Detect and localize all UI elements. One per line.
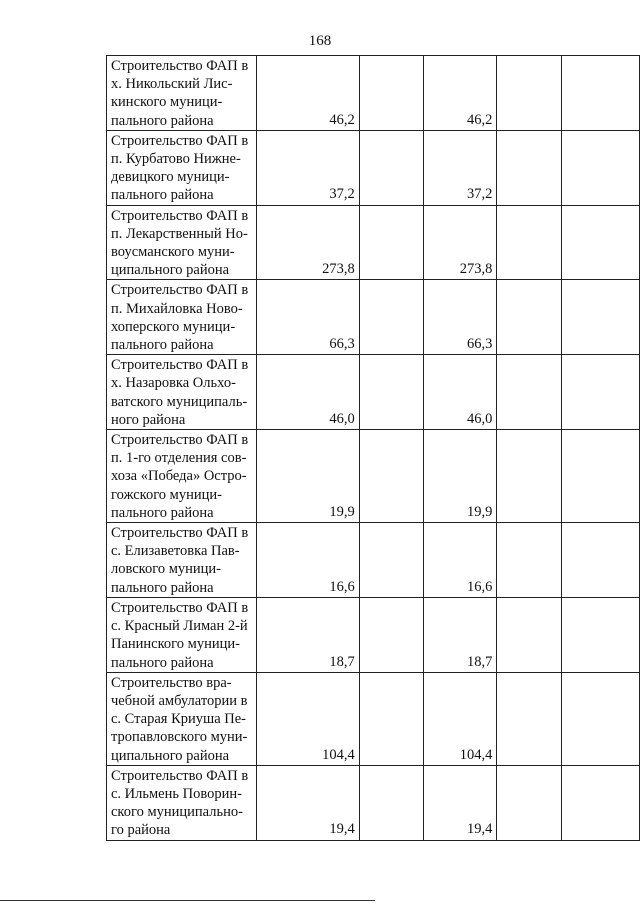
empty-cell [561,56,639,131]
table-row [107,597,640,672]
empty-cell [561,523,639,598]
amount-cell: 46,0 [256,355,359,430]
empty-cell [497,672,561,765]
object-name-cell [107,765,257,840]
table-row [107,430,640,523]
amount-cell: 18,7 [256,597,359,672]
amount-cell: 18,7 [424,597,497,672]
amount-cell: 273,8 [424,205,497,280]
empty-cell [359,523,423,598]
object-name: Строительство ФАП в с. Ильмень Поворин- ского муниципально- го района [111,767,249,839]
table-row [107,280,640,355]
empty-cell [359,56,423,131]
object-name-cell [107,672,257,765]
object-name-cell [107,280,257,355]
empty-cell [359,672,423,765]
amount-cell: 273,8 [256,205,359,280]
amount-cell: 104,4 [424,672,497,765]
object-name-cell [107,56,257,131]
empty-cell [497,280,561,355]
empty-cell [359,280,423,355]
amount-cell: 19,4 [256,765,359,840]
empty-cell [497,56,561,131]
table-row [107,130,640,205]
table-row [107,765,640,840]
amount-cell: 46,2 [424,56,497,131]
object-name: Строительство ФАП в п. Курбатово Нижне- девицкого муници- пального района [111,132,249,204]
object-name: Строительство ФАП в с. Елизаветовка Пав- ловского муници- пального района [111,525,249,596]
empty-cell [497,765,561,840]
object-name-cell [107,355,257,430]
empty-cell [561,672,639,765]
amount-cell: 37,2 [256,130,359,205]
empty-cell [359,765,423,840]
object-name: Строительство ФАП в п. Лекарственный Но- воусманского муни- ципального района [111,207,249,279]
amount-cell: 46,0 [424,355,497,430]
object-name: Строительство ФАП в п. Михайловка Ново- хоперского муници- пального района [111,282,249,354]
empty-cell [497,130,561,205]
footer-rule [0,900,375,901]
object-name: Строительство ФАП в с. Красный Лиман 2-й Панинского муници- пального района [111,599,249,671]
empty-cell [497,597,561,672]
object-name-cell [107,597,257,672]
empty-cell [497,430,561,523]
empty-cell [561,597,639,672]
empty-cell [359,430,423,523]
amount-cell: 37,2 [424,130,497,205]
object-name-cell [107,523,257,598]
object-name-cell [107,430,257,523]
amount-cell: 66,3 [424,280,497,355]
table-row [107,523,640,598]
empty-cell [561,430,639,523]
empty-cell [497,523,561,598]
amount-cell: 66,3 [256,280,359,355]
amount-cell: 16,6 [256,523,359,598]
object-name-cell [107,130,257,205]
empty-cell [561,280,639,355]
amount-cell: 19,4 [424,765,497,840]
amount-cell: 46,2 [256,56,359,131]
empty-cell [497,205,561,280]
empty-cell [359,130,423,205]
amount-cell: 19,9 [256,430,359,523]
object-name: Строительство вра- чебной амбулатории в с. Старая Криуша Пе- тропавловского муни- ципального района [111,674,248,764]
empty-cell [359,597,423,672]
object-name-cell [107,205,257,280]
table-body [107,56,640,841]
empty-cell [359,355,423,430]
object-name: Строительство ФАП в х. Назаровка Ольхо- ватского муниципаль- ного района [111,357,249,428]
empty-cell [561,130,639,205]
table-row [107,205,640,280]
budget-table [106,55,640,841]
amount-cell: 19,9 [424,430,497,523]
object-name: Строительство ФАП в х. Никольский Лис- кинского муници- пального района [111,58,249,129]
amount-cell: 16,6 [424,523,497,598]
empty-cell [359,205,423,280]
table-row [107,355,640,430]
empty-cell [561,765,639,840]
object-name: Строительство ФАП в п. 1-го отделения сов- хоза «Победа» Остро- гожского муници- пального района [111,432,249,521]
page-number: 168 [308,33,332,49]
empty-cell [497,355,561,430]
table-row [107,672,640,765]
empty-cell [561,205,639,280]
empty-cell [561,355,639,430]
table-row [107,56,640,131]
amount-cell: 104,4 [256,672,359,765]
